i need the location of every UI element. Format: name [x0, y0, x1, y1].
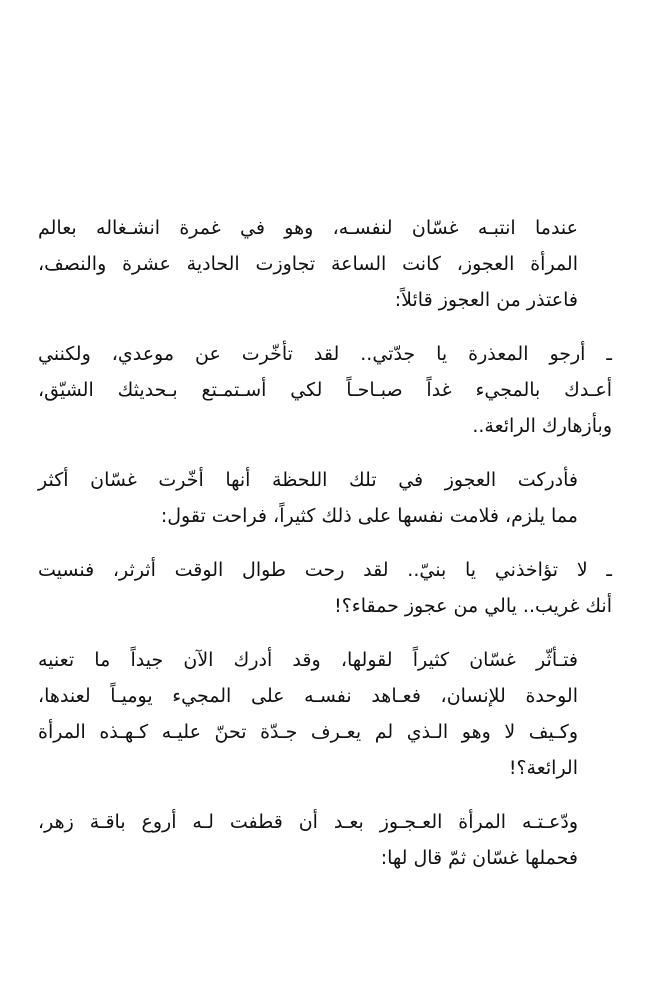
book-page: [38, 210, 612, 894]
text-line: ـ لا تؤاخذني يا بنيّ.. لقد رحت طوال الوقت أثرثر، فنسيت: [38, 559, 612, 581]
text-line: وكـيف لا وهو الـذي لم يعـرف جـدّة تحنّ عليـه كـهـذه المرأة: [38, 721, 578, 743]
text-line: الوحدة للإنسان، فعـاهد نفسـه على المجيء يوميـاً لعندها،: [38, 685, 578, 707]
text-line: فحملها غسّان ثمّ قال لها:: [380, 847, 578, 869]
paragraph-6: [38, 804, 612, 876]
text-line: أعـدك بالمجيء غداً صبـاحـاً لكي أسـتمـتع بـحديثك الشيّق،: [38, 379, 612, 401]
text-line: مما يلزم، فلامت نفسها على ذلك كثيراً، فراحت تقول:: [160, 505, 578, 527]
paragraph-2: [38, 336, 612, 444]
paragraph-3: [38, 462, 612, 534]
text-line: فاعتذر من العجوز قائلاً:: [394, 289, 578, 311]
paragraph-4: [38, 552, 612, 624]
text-line: ودّعـتـه المرأة العـجـوز بعـد أن قطفت لـه أروع باقـة زهر،: [38, 811, 578, 833]
text-line: فأدركت العجوز في تلك اللحظة أنها أخّرت غسّان أكثر: [38, 469, 578, 491]
paragraph-5: [38, 642, 612, 786]
paragraph-1: [38, 210, 612, 318]
text-line: فتـأثّر غسّان كثيراً لقولها، وقد أدرك الآن جيداً ما تعنيه: [38, 649, 578, 671]
text-line: المرأة العجوز، كانت الساعة تجاوزت الحادية عشرة والنصف،: [38, 253, 578, 275]
text-line: وبأزهارك الرائعة..: [472, 415, 612, 437]
text-line: أنك غريب.. يالي من عجوز حمقاء؟!: [334, 595, 612, 617]
text-line: الرائعة؟!: [508, 757, 578, 779]
text-line: ـ أرجو المعذرة يا جدّتي.. لقد تأخّرت عن موعدي، ولكنني: [38, 343, 612, 365]
text-line: عندما انتبـه غسّان لنفسـه، وهو في غمرة انشـغاله بعالم: [38, 217, 578, 239]
